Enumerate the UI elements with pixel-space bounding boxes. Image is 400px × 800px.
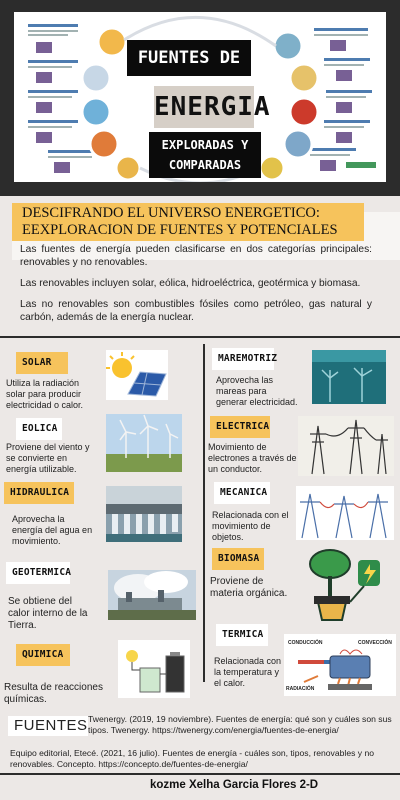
desc-electrica: Movimiento de electrones a través de un conductor. [208,442,297,474]
chemical-battery-image [118,640,190,698]
label-radiacion: RADIACIÓN [286,686,315,692]
desc-solar: Utiliza la radiación solar para producir electricidad o calor. [6,378,84,410]
intro-paragraph-1: Las fuentes de energía pueden clasificarse en dos categorías principales: renovables y no renovables. [20,244,372,268]
label-solar: SOLAR [16,352,68,374]
label-eolica: EOLICA [16,418,62,440]
reference-1: Twenergy. (2019, 19 noviembre). Fuentes de energía: qué son y cuáles son sus tipos. Twenergy. https://twenergy.com/energia/fuentes-de-energia/ [88,714,392,735]
label-geotermica: GEOTERMICA [6,562,70,584]
header-title-line2: ENERGIA [154,92,271,122]
desc-quimica: Resulta de reacciones químicas. [4,682,103,705]
section-heading [12,203,364,241]
header-title-line3b: COMPARADAS [168,158,242,172]
desc-biomasa: Proviene de materia orgánica. [210,576,288,599]
label-quimica: QUIMICA [16,644,70,666]
tidal-turbine-image [312,350,386,404]
biomass-tree-icon [300,546,386,624]
intro-text [20,243,372,332]
label-conveccion: CONVECCIÓN [358,640,392,646]
desc-hidraulica: Aprovecha la energía del agua en movimiento. [12,514,93,546]
solar-panel-image [106,350,168,400]
label-hidraulica: HIDRAULICA [4,482,74,504]
label-maremotriz: MAREMOTRIZ [212,348,274,370]
label-termica: TERMICA [216,624,268,646]
header-title-line3 [149,132,261,178]
column-divider [203,344,205,682]
label-conduccion: CONDUCCIÓN [288,640,323,646]
label-electrica: ELECTRICA [210,416,270,438]
header-title-line2-box [154,86,271,128]
geothermal-plant-image [108,570,196,620]
header-title-line3a: EXPLORADAS Y [161,138,249,152]
desc-termica: Relacionada con la temperatura y el calor. [214,656,282,688]
section-divider [0,336,400,338]
header-title-line1: FUENTES DE [127,40,251,76]
label-mecanica: MECANICA [214,482,270,504]
author-name: kozme Xelha Garcia Flores 2-D [150,779,319,791]
intro-paragraph-3: Las no renovables son combustibles fósiles como petróleo, gas natural y carbón, además de la energía nuclear. [20,299,372,323]
footer-divider [0,773,400,775]
desc-geotermica: Se obtiene del calor interno de la Tierra. [8,596,88,631]
intro-paragraph-2: Las renovables incluyen solar, eólica, hidroeléctrica, geotérmica y biomasa. [20,278,361,289]
desc-eolica: Proviene del viento y se convierte en energía utilizable. [6,442,90,474]
header-infographic [14,12,386,182]
desc-mecanica: Relacionada con el movimiento de objetos. [212,510,289,542]
references-label: FUENTES [8,716,88,736]
wind-turbines-image [106,414,182,472]
desc-maremotriz: Aprovecha las mareas para generar electricidad. [216,375,298,407]
reference-2: Equipo editorial, Etecé. (2021, 16 julio). Fuentes de energía - cuáles son, tipos, renovables y no renovables. Concepto. https://concepto.de/fuentes-de-energia/ [10,748,375,769]
hydro-dam-image [106,486,182,542]
mechanical-pylons-image [296,486,394,540]
label-biomasa: BIOMASA [212,548,264,570]
heading-line2: EEXPLORACION DE FUENTES Y POTENCIALES [22,222,338,238]
heading-line1: DESCIFRANDO EL UNIVERSO ENERGETICO: [22,205,320,221]
power-lines-image [298,416,394,476]
